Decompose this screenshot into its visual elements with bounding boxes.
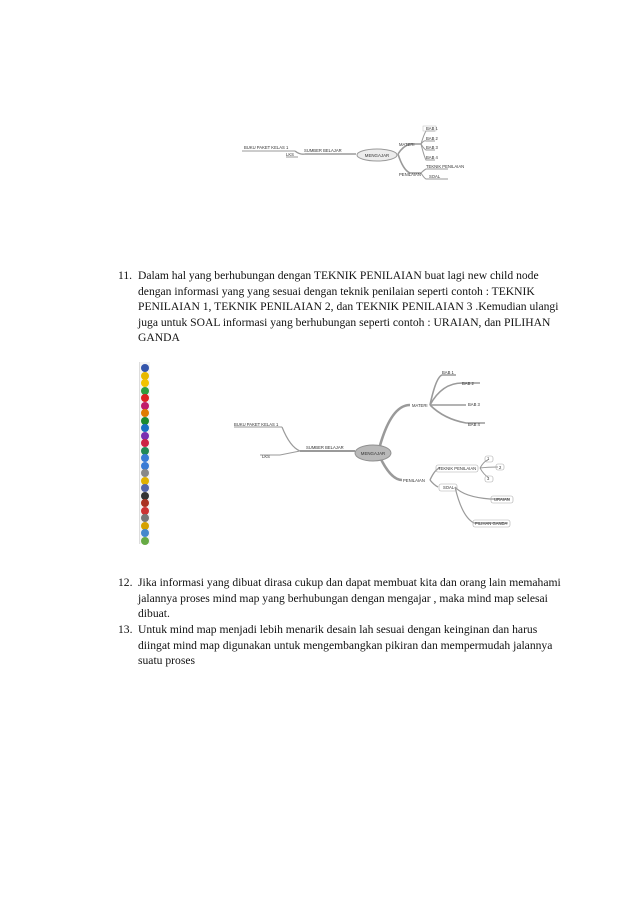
mindmap2-node-teknik-1: 1 — [487, 456, 490, 461]
mindmap-node-bab-3: BAB 3 — [426, 145, 438, 150]
item-line: Untuk mind map menjadi lebih menarik desain lah sesuai dengan keinginan dan harus — [138, 623, 538, 636]
item-line: GANDA — [138, 331, 180, 345]
priority-6-icon[interactable] — [141, 439, 149, 447]
priority-2-icon[interactable] — [141, 409, 149, 417]
priority-4-icon[interactable] — [141, 424, 149, 432]
mindmap-node-penilaian: PENILAIAN — [399, 172, 421, 177]
mindmap2-node-pilihan: PILIHAN GANDA — [475, 521, 508, 526]
mindmap2-node-teknik-3: 3 — [487, 476, 490, 481]
mindmap2-node-uraian: URAIAN — [494, 497, 510, 502]
mindmap2-node-bab-3: BAB 3 — [468, 402, 480, 407]
calendar-icon[interactable] — [141, 529, 149, 537]
mindmap-node-bab-1: BAB 1 — [426, 126, 438, 131]
item-line: dibuat. — [138, 607, 170, 621]
image-icon[interactable] — [141, 537, 149, 545]
item-line: Dalam hal yang berhubungan dengan TEKNIK PENILAIAN buat lagi new child node — [138, 269, 539, 282]
mindmap-node-materi: MATERI — [399, 142, 415, 147]
mindmap2-root: MENGAJAR — [360, 451, 386, 456]
mindmap-figure-1 — [238, 118, 465, 188]
item-line: suatu proses — [138, 654, 195, 668]
item-line: juga untuk SOAL informasi yang berhubungan seperti contoh : URAIAN, dan PILIHAN — [138, 315, 551, 329]
item-number: 13. — [118, 623, 133, 636]
mindmap-figure-2 — [230, 365, 515, 535]
item-line: diingat mind map digunakan untuk mengembangkan pikiran dan mempermudah jalannya — [138, 638, 553, 652]
attach-icon[interactable] — [141, 469, 149, 477]
mindmap-node-soal: SOAL — [429, 174, 441, 179]
mindmap2-node-sumber: SUMBER BELAJAR — [306, 445, 344, 450]
instruction-item-11 — [118, 268, 569, 348]
item-line: jalannya proses mind map yang berhubungan dengan mengajar , maka mind map selesai — [138, 591, 548, 605]
cross-icon[interactable] — [141, 394, 149, 402]
item-line: Jika informasi yang dibuat dirasa cukup dan dapat membuat kita dan orang lain memahami — [138, 576, 561, 589]
mail-icon[interactable] — [141, 484, 149, 492]
key-icon[interactable] — [141, 514, 149, 522]
back-icon[interactable] — [141, 454, 149, 462]
mindmap-node-bab-4: BAB 4 — [426, 155, 438, 160]
item-number: 11. — [118, 269, 133, 282]
mindmap-node-sumber: SUMBER BELAJAR — [304, 148, 342, 153]
mindmap2-node-teknik-2: 2 — [499, 465, 502, 470]
mindmap-root: MENGAJAR — [364, 153, 390, 158]
mindmap2-node-lks: LKS — [262, 454, 270, 459]
mindmap-node-bab-2: BAB 2 — [426, 136, 438, 141]
icon-toolbar — [139, 362, 150, 544]
mindmap2-node-penilaian: PENILAIAN — [403, 478, 425, 483]
instruction-item-12 — [118, 575, 569, 623]
mindmap2-node-bab-4: BAB 4 — [468, 422, 480, 427]
home-icon[interactable] — [141, 499, 149, 507]
help-icon[interactable] — [141, 364, 149, 372]
item-line: PENILAIAN 1, TEKNIK PENILAIAN 2, dan TEKNIK PENILAIAN 3 .Kemudian ulangi — [138, 300, 559, 314]
mindmap-node-lks: LKS — [286, 152, 294, 157]
idea-icon[interactable] — [141, 379, 149, 387]
mindmap2-node-teknik: TEKNIK PENILAIAN — [438, 466, 477, 471]
mindmap2-node-soal: SOAL — [443, 485, 455, 490]
mindmap2-node-materi: MATERI — [412, 403, 428, 408]
item-number: 12. — [118, 576, 133, 589]
instruction-item-13 — [118, 622, 569, 670]
mindmap2-node-bab-2: BAB 2 — [462, 381, 474, 386]
item-line: dengan informasi yang yang sesuai dengan teknik penilaian seperti contoh : TEKNIK — [138, 284, 535, 298]
mindmap2-node-bab-1: BAB 1 — [442, 370, 454, 375]
mindmap-node-buku: BUKU PAKET KELAS 1 — [244, 145, 289, 150]
mindmap-node-teknik: TEKNIK PENILAIAN — [426, 164, 465, 169]
mindmap2-node-buku: BUKU PAKET KELAS 1 — [234, 422, 279, 427]
